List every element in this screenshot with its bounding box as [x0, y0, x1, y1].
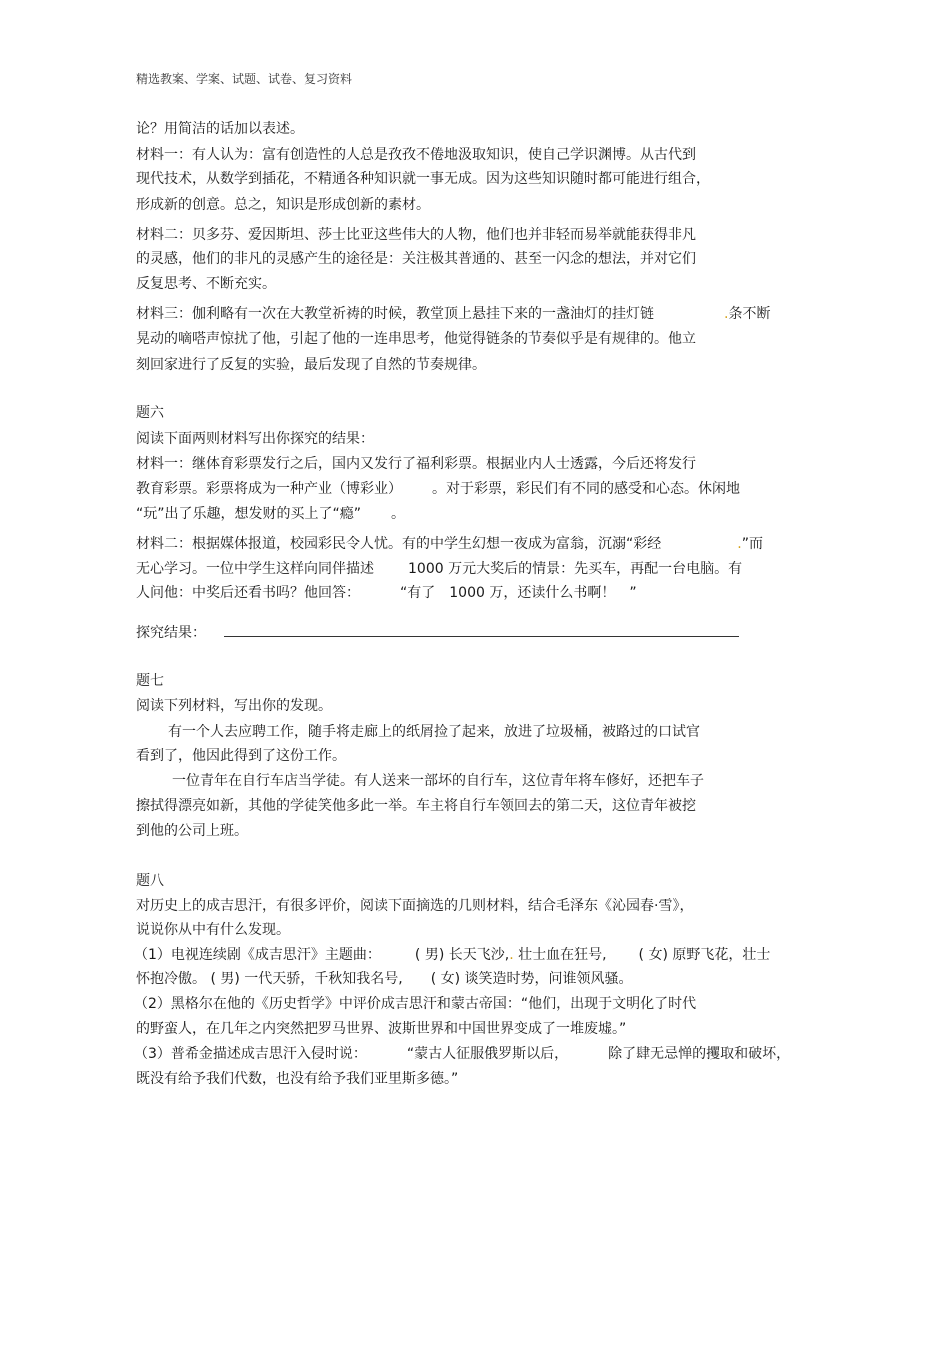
question-text: 论？用简洁的话加以表述。 — [136, 121, 304, 137]
paragraph-line: 到他的公司上班。 — [136, 823, 248, 839]
text-run: 。 — [391, 506, 406, 522]
item-line — [134, 1045, 790, 1063]
material-line: 晃动的嘀嗒声惊扰了他，引起了他的一连串思考，他觉得链条的节奏似乎是有规律的。他立 — [136, 331, 696, 347]
text-run: 教育彩票。彩票将成为一种产业（博彩业） — [136, 481, 402, 497]
text-run: “玩”出了乐趣，想发财的买上了“瘾” — [136, 506, 362, 522]
item-line — [134, 946, 770, 964]
section-intro: 阅读下列材料，写出你的发现。 — [136, 698, 332, 714]
page-header: 精选教案、学案、试题、试卷、复习资料 — [136, 72, 353, 86]
result-line — [136, 624, 739, 642]
section-intro: 对历史上的成吉思汗，有很多评价，阅读下面摘选的几则材料，结合毛泽东《沁园春·雪》， — [136, 898, 694, 914]
text-run: ( 女) 谈笑造时势，问谁领风骚。 — [430, 971, 633, 987]
text-run: 材料三：伽利略有一次在大教堂祈祷的时候，教堂顶上悬挂下来的一盏油灯的挂灯链 — [136, 306, 654, 322]
text-run: 。对于彩票，彩民们有不同的感受和心态。休闲地 — [432, 481, 740, 497]
answer-blank[interactable] — [224, 624, 739, 637]
material-line: 材料一：继体育彩票发行之后，国内又发行了福利彩票。根据业内人士透露，今后还将发行 — [136, 456, 696, 472]
text-run: 怀抱冷傲。 ( 男) 一代天骄，千秋知我名号, — [136, 971, 403, 987]
text-run: 条不断 — [728, 306, 771, 322]
text-run: ( 女) 原野飞花，壮士 — [638, 947, 771, 963]
material-line: 材料二：贝多芬、爱因斯坦、莎士比亚这些伟大的人物，他们也并非轻而易举就能获得非凡 — [136, 227, 696, 243]
text-run: （3）普希金描述成吉思汗入侵时说： — [134, 1046, 367, 1062]
mark-dot: . — [724, 306, 729, 322]
text-run: 无心学习。一位中学生这样向同伴描述 — [136, 561, 374, 577]
material-line: 材料一：有人认为：富有创造性的人总是孜孜不倦地汲取知识，使自己学识渊博。从古代到 — [136, 147, 696, 163]
paragraph-line: 一位青年在自行车店当学徒。有人送来一部坏的自行车，这位青年将车修好，还把车子 — [172, 773, 704, 789]
text-run: 壮士血在狂号, — [513, 947, 607, 963]
paragraph-line: 看到了，他因此得到了这份工作。 — [136, 748, 346, 764]
text-run: （1）电视连续剧《成吉思汗》主题曲： — [134, 947, 381, 963]
section-intro: 说说你从中有什么发现。 — [136, 922, 290, 938]
item-line: 既没有给予我们代数，也没有给予我们亚里斯多德。” — [136, 1071, 459, 1087]
mark-dot: . — [737, 536, 742, 552]
material-line — [136, 560, 742, 578]
text-run: 1000 万元大奖后的情景：先买车，再配一台电脑。有 — [408, 561, 743, 577]
text-run: 除了肆无忌惮的攫取和破坏， — [608, 1046, 791, 1062]
material-line: 刻回家进行了反复的实验，最后发现了自然的节奏规律。 — [136, 357, 486, 373]
result-label: 探究结果： — [136, 625, 206, 641]
section-title: 题六 — [136, 405, 164, 421]
item-line: （2）黑格尔在他的《历史哲学》中评价成吉思汗和蒙古帝国：“他们，出现于文明化了时代 — [134, 996, 697, 1012]
section-title: 题七 — [136, 673, 164, 689]
text-run: “有了 — [400, 585, 436, 601]
paragraph-line: 擦拭得漂亮如新，其他的学徒笑他多此一举。车主将自行车领回去的第二天，这位青年被挖 — [136, 798, 696, 814]
material-line: 形成新的创意。总之，知识是形成创新的素材。 — [136, 197, 430, 213]
text-run: ( 男) 长天飞沙, — [414, 947, 510, 963]
material-line: 现代技术，从数学到插花，不精通各种知识就一事无成。因为这些知识随时都可能进行组合， — [136, 171, 710, 187]
mark-dot: . — [509, 947, 514, 963]
text-run: ” — [629, 585, 637, 601]
paragraph-line: 有一个人去应聘工作，随手将走廊上的纸屑捡了起来，放进了垃圾桶，被路过的口试官 — [168, 724, 700, 740]
material-line: 的灵感，他们的非凡的灵感产生的途径是：关注极其普通的、甚至一闪念的想法，并对它们 — [136, 251, 696, 267]
item-line: 的野蛮人，在几年之内突然把罗马世界、波斯世界和中国世界变成了一堆废墟。” — [136, 1021, 627, 1037]
item-line — [136, 970, 633, 988]
material-line — [136, 505, 405, 523]
text-run: 1000 万，还读什么书啊！ — [449, 585, 616, 601]
text-run: 材料二：根据媒体报道，校园彩民令人忧。有的中学生幻想一夜成为富翁，沉溺“彩经 — [136, 536, 662, 552]
material-line: 反复思考、不断充实。 — [136, 276, 276, 292]
section-intro: 阅读下面两则材料写出你探究的结果： — [136, 431, 374, 447]
text-run: 人问他：中奖后还看书吗？他回答： — [136, 585, 360, 601]
material-line — [136, 535, 763, 553]
material-line — [136, 480, 740, 498]
material-line — [136, 305, 770, 323]
text-run: “蒙古人征服俄罗斯以后， — [406, 1046, 569, 1062]
text-run: ”而 — [741, 536, 763, 552]
section-title: 题八 — [136, 873, 164, 889]
material-line — [136, 584, 637, 602]
